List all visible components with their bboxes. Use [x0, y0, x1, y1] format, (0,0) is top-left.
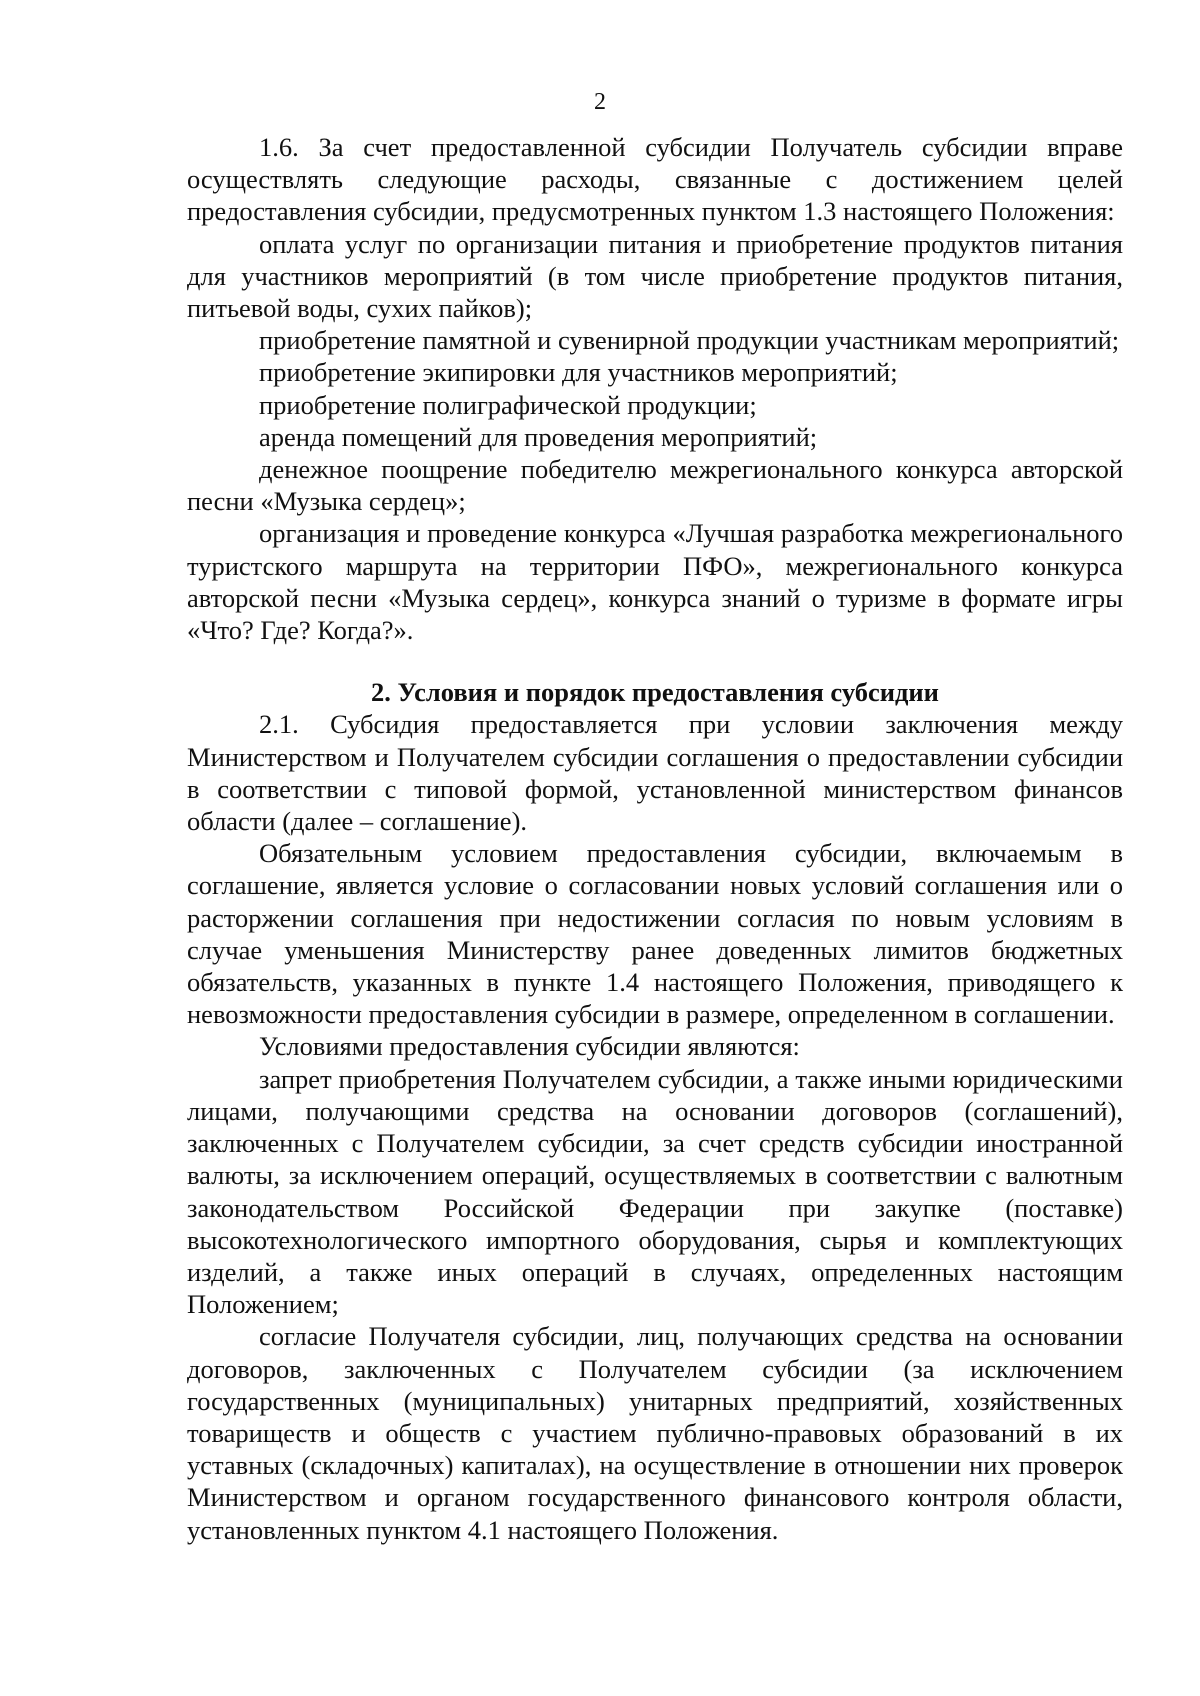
list-item-printing: приобретение полиграфической продукции; — [259, 389, 757, 420]
list-item-contests: организация и проведение конкурса «Лучшая разработка межрегионального туристского маршрута на территории ПФО», межрегионального конкурса авторской песни «Музыка сердец», конкурса знаний о туризме в формате игры «Что? Где? Когда?». — [187, 518, 1123, 646]
list-item-equipment: приобретение экипировки для участников мероприятий; — [259, 357, 898, 388]
list-item-rent: аренда помещений для проведения мероприятий; — [259, 421, 818, 452]
paragraph-conditions-intro: Условиями предоставления субсидии являются: — [259, 1031, 800, 1062]
page-number: 2 — [594, 89, 606, 115]
list-item-inspection-consent: согласие Получателя субсидии, лиц, получающих средства на основании договоров, заключенных с Получателем субсидии (за исключением государственных (муниципальных) унитарных предприятий, хозяйственных товариществ и обществ с участием публично-правовых образований в их уставных (складочных) капиталах), на осуществление в отношении них проверок Министерством и органом государственного финансового контроля области, установленных пунктом 4.1 настоящего Положения. — [187, 1321, 1123, 1545]
list-item-currency-ban: запрет приобретения Получателем субсидии, а также иными юридическими лицами, получающими средства на основании договоров (соглашений), заключенных с Получателем субсидии, за счет средств субсидии иностранной валюты, за исключением операций, осуществляемых в соответствии с валютным законодательством Российской Федерации при закупке (поставке) высокотехнологического импортного оборудования, сырья и комплектующих изделий, а также иных операций в случаях, определенных настоящим Положением; — [187, 1063, 1123, 1320]
list-item-prize: денежное поощрение победителю межрегионального конкурса авторской песни «Музыка сердец»; — [187, 454, 1123, 517]
list-item-souvenirs: приобретение памятной и сувенирной продукции участникам мероприятий; — [259, 325, 1120, 356]
paragraph-2-1: 2.1. Субсидия предоставляется при условии заключения между Министерством и Получателем субсидии соглашения о предоставлении субсидии в соответствии с типовой формой, установленной министерством финансов области (далее – соглашение). — [187, 709, 1123, 837]
document-body — [187, 131, 1123, 1546]
list-item-catering: оплата услуг по организации питания и приобретение продуктов питания для участников мероприятий (в том числе приобретение продуктов питания, питьевой воды, сухих пайков); — [187, 228, 1123, 324]
paragraph-mandatory-condition: Обязательным условием предоставления субсидии, включаемым в соглашение, является условие о согласовании новых условий соглашения или о расторжении соглашения при недостижении согласия по новым условиям в случае уменьшения Министерству ранее доведенных лимитов бюджетных обязательств, указанных в пункте 1.4 настоящего Положения, приводящего к невозможности предоставления субсидии в размере, определенном в соглашении. — [187, 838, 1123, 1030]
paragraph-1-6: 1.6. За счет предоставленной субсидии Получатель субсидии вправе осуществлять следующие расходы, связанные с достижением целей предоставления субсидии, предусмотренных пунктом 1.3 настоящего Положения: — [187, 132, 1123, 227]
section-heading: 2. Условия и порядок предоставления субсидии — [371, 677, 939, 708]
